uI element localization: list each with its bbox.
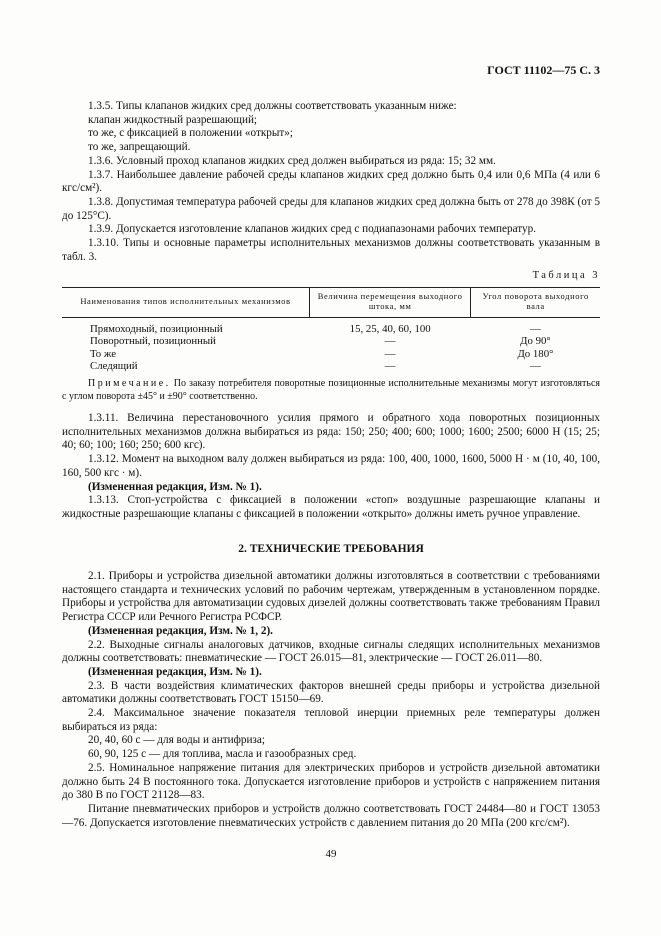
- table-header-cell: Наименования типов исполнительных механизмов: [62, 287, 309, 317]
- paragraph: 1.3.13. Стоп-устройства с фиксацией в положении «стоп» воздушные разрешающие клапаны и жидкостные разрешающие клапаны с фиксацией в положении «открыто» должны иметь ручное управление.: [62, 494, 600, 520]
- table-row: [62, 317, 600, 335]
- paragraph: 2.2. Выходные сигналы аналоговых датчиков, входные сигналы следящих исполнительных механизмов должны соответствовать: пневматические — ГОСТ 26.015—81, электрические — ГОСТ 26.011—80.: [62, 638, 600, 665]
- table-cell: —: [384, 335, 396, 348]
- table-cell: То же: [90, 347, 116, 360]
- section-paragraphs: [62, 570, 600, 830]
- paragraph: то же, запрещающий.: [88, 141, 191, 154]
- top-paragraphs: [62, 100, 600, 264]
- page-header: ГОСТ 11102—75 С. 3: [487, 63, 600, 77]
- table-cell: Поворотный, позиционный: [90, 335, 216, 348]
- table-cell: —: [530, 359, 541, 372]
- note-label: Примечание.: [88, 378, 171, 390]
- paragraph: Питание пневматических приборов и устройств должно соответствовать ГОСТ 24484—80 и ГОСТ 13053—76. Допускается изготовление пневматических устройств с давлением питания до 20 МПа (200 кгс/см²).: [62, 802, 600, 829]
- amendment-note: (Измененная редакция, Изм. № 1).: [88, 480, 262, 493]
- table-header-cell: Угол поворота выходного вала: [471, 287, 600, 317]
- table-cell: Прямоходный, позиционный: [90, 322, 223, 335]
- table-cell: —: [384, 347, 396, 360]
- paragraph: клапан жидкостный разрешающий;: [88, 113, 258, 126]
- table-3: [62, 287, 600, 373]
- table-cell: До 90°: [520, 335, 551, 348]
- paragraph: то же, с фиксацией в положении «открыт»;: [88, 127, 294, 140]
- paragraph: 2.5. Номинальное напряжение питания для электрических приборов и устройств дизельной автоматики должно быть 24 В постоянного тока. Допускается изготовление приборов и устройств с напряжением питания до 380 В по ГОСТ 21128—83.: [62, 761, 600, 802]
- paragraph: 20, 40, 60 с — для воды и антифриза;: [88, 734, 265, 747]
- paragraph: 2.4. Максимальное значение показателя тепловой инерции приемных реле температуры должен выбираться из ряда:: [62, 707, 600, 733]
- table-header-row: [62, 287, 600, 317]
- paragraph: 1.3.5. Типы клапанов жидких сред должны соответствовать указанным ниже:: [88, 100, 457, 112]
- table-row: [62, 335, 600, 347]
- paragraph: 2.1. Приборы и устройства дизельной автоматики должны изготовляться в соответствии с требованиями настоящего стандарта и технических условий по рабочим чертежам, утвержденным в установленном порядке. Приборы и устройства для автоматизации судовых дизелей должны соответствовать также требованиям Правил Регистра СССР или Речного Регистра РСФСР.: [62, 570, 600, 624]
- table-cell: До 180°: [517, 347, 554, 360]
- table-row: [62, 360, 600, 372]
- paragraph: 1.3.6. Условный проход клапанов жидких сред должен выбираться из ряда: 15; 32 мм.: [88, 154, 496, 167]
- amendment-note: (Измененная редакция, Изм. № 1, 2).: [88, 624, 273, 637]
- table-cell: —: [530, 322, 541, 335]
- section-title: 2. ТЕХНИЧЕСКИЕ ТРЕБОВАНИЯ: [238, 543, 424, 555]
- table-cell: —: [384, 359, 396, 372]
- paragraph: 60, 90, 125 с — для топлива, масла и газообразных сред.: [88, 748, 357, 761]
- note-text: По заказу потребителя поворотные позиционные исполнительные механизмы могут изготовляться с углом поворота ±45° и ±90° соответственно.: [62, 378, 600, 402]
- paragraph: 1.3.10. Типы и основные параметры исполнительных механизмов должны соответствовать указанным в табл. 3.: [62, 237, 600, 263]
- table-cell: 15, 25, 40, 60, 100: [349, 322, 431, 335]
- paragraph: 1.3.11. Величина перестановочного усилия прямого и обратного хода поворотных позиционных исполнительных механизмов должна выбираться из ряда: 150; 250; 400; 600; 1000; 1600; 2500; 6000 Н (15; 25; 40; 60; 100; 160; 250; 600 кгс).: [62, 412, 600, 452]
- paragraph: 2.3. В части воздействия климатических факторов внешней среды приборы и устройства дизельной автоматики должны соответствовать ГОСТ 15150—69.: [62, 679, 600, 706]
- table-caption: Таблица 3: [532, 270, 600, 281]
- page-number: 49: [325, 848, 337, 860]
- paragraph: 1.3.12. Момент на выходном валу должен выбираться из ряда: 100, 400, 1000, 1600, 5000 Н · м (10, 40, 100, 160, 500 кгс · м).: [62, 453, 600, 479]
- paragraph: 1.3.7. Наибольшее давление рабочей среды клапанов жидких сред должно быть 0,4 или 0,6 МПа (4 или 6 кгс/см²).: [62, 168, 600, 195]
- paragraph: 1.3.8. Допустимая температура рабочей среды для клапанов жидких сред должна быть от 278 до 398К (от 5 до 125°С).: [62, 195, 600, 222]
- paragraph: 1.3.9. Допускается изготовление клапанов жидких сред с подиапазонами рабочих температур.: [88, 223, 536, 236]
- amendment-note: (Измененная редакция, Изм. № 1).: [88, 665, 262, 678]
- table-note: [62, 378, 600, 403]
- table-cell: Следящий: [90, 359, 138, 372]
- table-row: [62, 348, 600, 360]
- table-header-cell: Величина перемещения выходного штока, мм: [309, 287, 470, 317]
- mid-paragraphs: [62, 412, 600, 522]
- table-3-block: [62, 269, 600, 403]
